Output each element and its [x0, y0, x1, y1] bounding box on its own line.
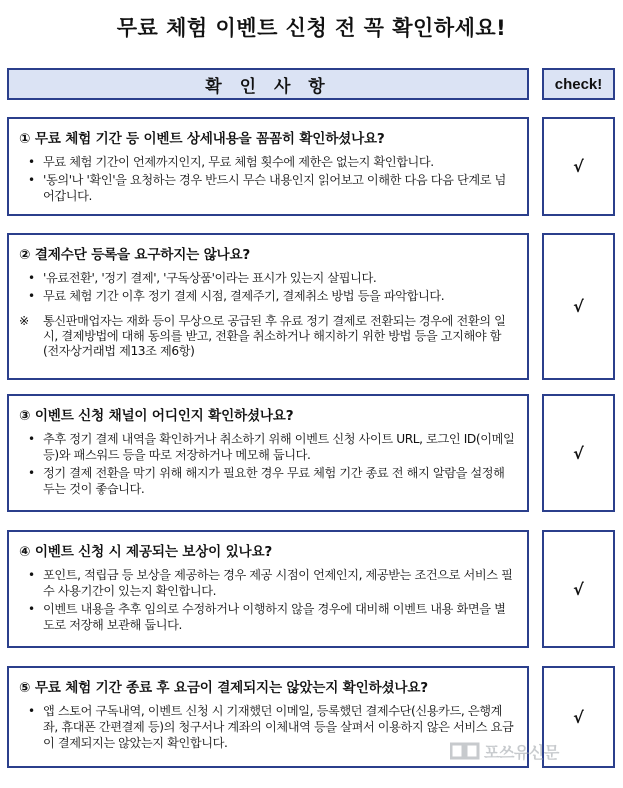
- publisher-watermark: [450, 738, 615, 764]
- checklist-header: 확 인 사 항: [7, 68, 529, 100]
- list-item-text: 무료 체험 기간 이후 정기 결제 시점, 결제주기, 결제취소 방법 등을 파악합니다.: [43, 289, 445, 303]
- bullet-icon: •: [28, 432, 35, 446]
- check-cell-1: [542, 117, 615, 216]
- list-item-text: 정기 결제 전환을 막기 위해 해지가 필요한 경우 무료 체험 기간 종료 전 해지 알람을 설정해 두는 것이 좋습니다.: [43, 466, 505, 496]
- check-column-header: check!: [542, 68, 615, 100]
- check-cell-4: [542, 530, 615, 648]
- list-item-text: 이벤트 내용을 추후 임의로 수정하거나 이행하지 않을 경우에 대비해 이벤트 내용 화면을 별도로 저장해 보관해 둡니다.: [43, 602, 506, 632]
- check-cell-2: [542, 233, 615, 380]
- list-item: [19, 703, 515, 751]
- list-item: [19, 172, 515, 204]
- checklist-section-2: [7, 233, 529, 380]
- section-question: ④ 이벤트 신청 시 제공되는 보상이 있나요?: [19, 544, 273, 560]
- section-question: ③ 이벤트 신청 채널이 어디인지 확인하셨나요?: [19, 408, 294, 424]
- check-mark-icon: √: [573, 707, 584, 727]
- bullet-icon: •: [28, 602, 35, 616]
- list-item-text: 추후 정기 결제 내역을 확인하거나 취소하기 위해 이벤트 신청 사이트 URL, 로그인 ID(이메일 등)와 패스워드 등을 따로 저장하거나 메모해 둡니다.: [43, 432, 515, 462]
- bullet-icon: •: [28, 568, 35, 582]
- check-mark-icon: √: [573, 157, 584, 176]
- bullet-icon: •: [28, 704, 35, 718]
- section-question: ② 결제수단 등록을 요구하지는 않나요?: [19, 247, 251, 263]
- checklist-section-3: [7, 394, 529, 512]
- list-item-text: '동의'나 '확인'을 요청하는 경우 반드시 무슨 내용인지 읽어보고 이해한 다음 다음 단계로 넘어갑니다.: [43, 173, 506, 203]
- checklist-section-4: [7, 530, 529, 648]
- list-item: [19, 431, 515, 463]
- checklist-section-1: [7, 117, 529, 216]
- bullet-icon: •: [28, 155, 35, 169]
- list-item: [19, 154, 515, 170]
- list-item: [19, 270, 515, 286]
- list-item-text: 무료 체험 기간이 언제까지인지, 무료 체험 횟수에 제한은 없는지 확인합니다.: [43, 155, 434, 169]
- bullet-icon: •: [28, 466, 35, 480]
- publisher-logo-icon: [450, 741, 480, 761]
- list-item: [19, 601, 515, 633]
- check-mark-icon: √: [573, 443, 584, 463]
- watermark-text: 포쓰유신문: [484, 742, 559, 762]
- check-cell-3: [542, 394, 615, 512]
- legal-note: [19, 314, 515, 359]
- note-mark-icon: ※: [19, 314, 29, 328]
- page-title: 무료 체험 이벤트 신청 전 꼭 확인하세요!: [116, 16, 507, 40]
- check-mark-icon: √: [573, 579, 584, 599]
- list-item-text: 앱 스토어 구독내역, 이벤트 신청 시 기재했던 이메일, 등록했던 결제수단(신용카드, 은행계좌, 휴대폰 간편결제 등)의 청구서나 계좌의 이체내역 등을 살펴서 이용하지 않은 서비스 요금이 결제되지는 않았는지 확인합니다.: [43, 704, 514, 750]
- section-question: ⑤ 무료 체험 기간 종료 후 요금이 결제되지는 않았는지 확인하셨나요?: [19, 680, 428, 696]
- bullet-icon: •: [28, 271, 35, 285]
- list-item-text: 포인트, 적립금 등 보상을 제공하는 경우 제공 시점이 언제인지, 제공받는 조건으로 서비스 필수 사용기간이 있는지 확인합니다.: [43, 568, 513, 598]
- section-question: ① 무료 체험 기간 등 이벤트 상세내용을 꼼꼼히 확인하셨나요?: [19, 131, 385, 147]
- list-item: [19, 567, 515, 599]
- check-mark-icon: √: [573, 297, 584, 316]
- legal-note-text: 통신판매업자는 재화 등이 무상으로 공급된 후 유료 정기 결제로 전환되는 경우에 전환의 일시, 결제방법에 대해 동의를 받고, 전환을 취소하거나 해지하기 위한 방법 등을 고지해야 함(전자상거래법 제13조 제6항): [43, 314, 506, 358]
- list-item: [19, 288, 515, 304]
- bullet-icon: •: [28, 289, 35, 303]
- bullet-icon: •: [28, 173, 35, 187]
- list-item-text: '유료전환', '정기 결제', '구독상품'이라는 표시가 있는지 살핍니다.: [43, 271, 377, 285]
- list-item: [19, 465, 515, 497]
